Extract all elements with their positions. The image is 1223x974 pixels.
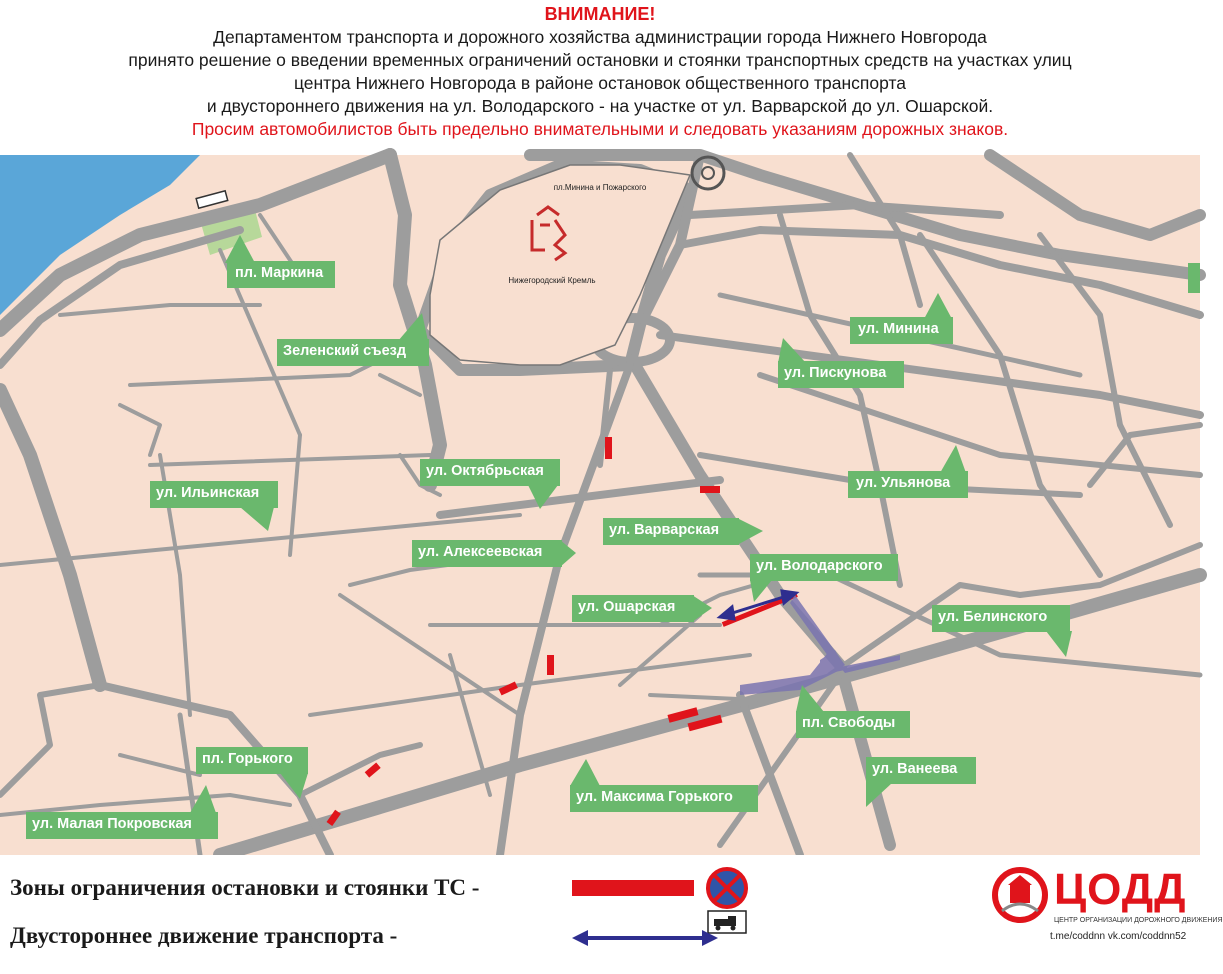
no-stopping-sign-icon	[706, 867, 748, 909]
notice-appeal: Просим автомобилистов быть предельно внимательными и следовать указаниям дорожных знаков.	[191, 119, 1009, 139]
codd-brand	[992, 865, 1223, 955]
minina-pointer	[924, 293, 952, 319]
city-map	[0, 155, 1200, 855]
piskunova-pointer	[778, 338, 806, 363]
brand-subtitle: ЦЕНТР ОРГАНИЗАЦИИ ДОРОЖНОГО ДВИЖЕНИЯ	[1054, 917, 1223, 924]
kremlin-square-label: пл.Минина и Пожарского	[553, 183, 647, 192]
label-belinskogo: ул. Белинского	[932, 605, 1070, 632]
svobody-pointer	[796, 685, 824, 712]
alekseevskaya-pointer	[560, 540, 576, 567]
gorkogo-square-pointer	[280, 773, 308, 799]
volodarskogo-pointer	[750, 580, 772, 602]
river	[0, 155, 200, 315]
restriction-zone	[700, 486, 720, 493]
notice-line-1: Департаментом транспорта и дорожного хозяйства администрации города Нижнего Новгорода	[213, 27, 987, 47]
label-ilyinskaya: ул. Ильинская	[150, 481, 278, 508]
restriction-zone	[605, 437, 612, 459]
label-svobody: пл. Свободы	[796, 711, 910, 738]
pier-icon	[196, 191, 228, 208]
label-ulyanova: ул. Ульянова	[848, 471, 968, 498]
notice-header	[0, 0, 1200, 155]
label-volodarskogo: ул. Володарского	[750, 554, 898, 581]
notice-line-4: и двустороннего движения на ул. Володарского - на участке от ул. Варварской до ул. Ошарской.	[206, 96, 994, 116]
max-gorkogo-pointer	[570, 759, 600, 786]
codd-logo-icon	[992, 867, 1048, 923]
label-gorkogo-square: пл. Горького	[196, 747, 308, 774]
oktyabrskaya-pointer	[528, 485, 558, 509]
legend-twoway-text: Двустороннее движение транспорта -	[10, 923, 398, 948]
label-vaneeva: ул. Ванеева	[866, 757, 976, 784]
vaneeva-pointer	[866, 783, 892, 807]
restriction-zone	[547, 655, 554, 675]
kremlin-label: Нижегородский Кремль	[508, 276, 596, 285]
label-max-gorkogo: ул. Максима Горького	[570, 785, 758, 812]
osharskaya-pointer	[692, 595, 712, 622]
label-malaya-pokrovskaya: ул. Малая Покровская	[26, 812, 218, 839]
label-osharskaya: ул. Ошарская	[572, 595, 694, 622]
legend-restriction-text: Зоны ограничения остановки и стоянки ТС -	[10, 875, 480, 900]
label-alekseevskaya: ул. Алексеевская	[412, 540, 562, 567]
ilyinskaya-pointer	[240, 507, 274, 531]
label-zelensky: Зеленский съезд	[277, 339, 429, 366]
varvarskaya-pointer	[737, 518, 763, 545]
legend-twoway-arrow-icon	[570, 927, 720, 949]
brand-name: ЦОДД	[1054, 865, 1187, 914]
notice-title: ВНИМАНИЕ!	[544, 4, 656, 24]
label-oktyabrskaya: ул. Октябрьская	[420, 459, 560, 486]
kremlin-wall	[430, 165, 690, 365]
notice-line-2: принято решение о введении временных ограничений остановки и стоянки транспортных средств на участках улиц	[128, 50, 1072, 70]
label-markina: пл. Маркина	[227, 261, 335, 288]
label-edge-partial	[1188, 263, 1200, 293]
notice-line-3: центра Нижнего Новгорода в районе остановок общественного транспорта	[293, 73, 907, 93]
legend-restriction-swatch	[572, 880, 694, 896]
brand-links: t.me/coddnn vk.com/coddnn52	[1050, 931, 1187, 942]
belinskogo-pointer	[1046, 631, 1072, 657]
legend	[0, 855, 1223, 974]
ulyanova-pointer	[940, 445, 966, 473]
label-minina: ул. Минина	[850, 317, 953, 344]
malaya-pokrovskaya-pointer	[190, 785, 216, 813]
markina-pointer	[225, 235, 255, 263]
label-piskunova: ул. Пискунова	[778, 361, 904, 388]
zelensky-pointer	[398, 313, 428, 341]
restriction-zone	[365, 763, 381, 778]
restriction-zone	[499, 681, 518, 695]
label-varvarskaya: ул. Варварская	[603, 518, 739, 545]
